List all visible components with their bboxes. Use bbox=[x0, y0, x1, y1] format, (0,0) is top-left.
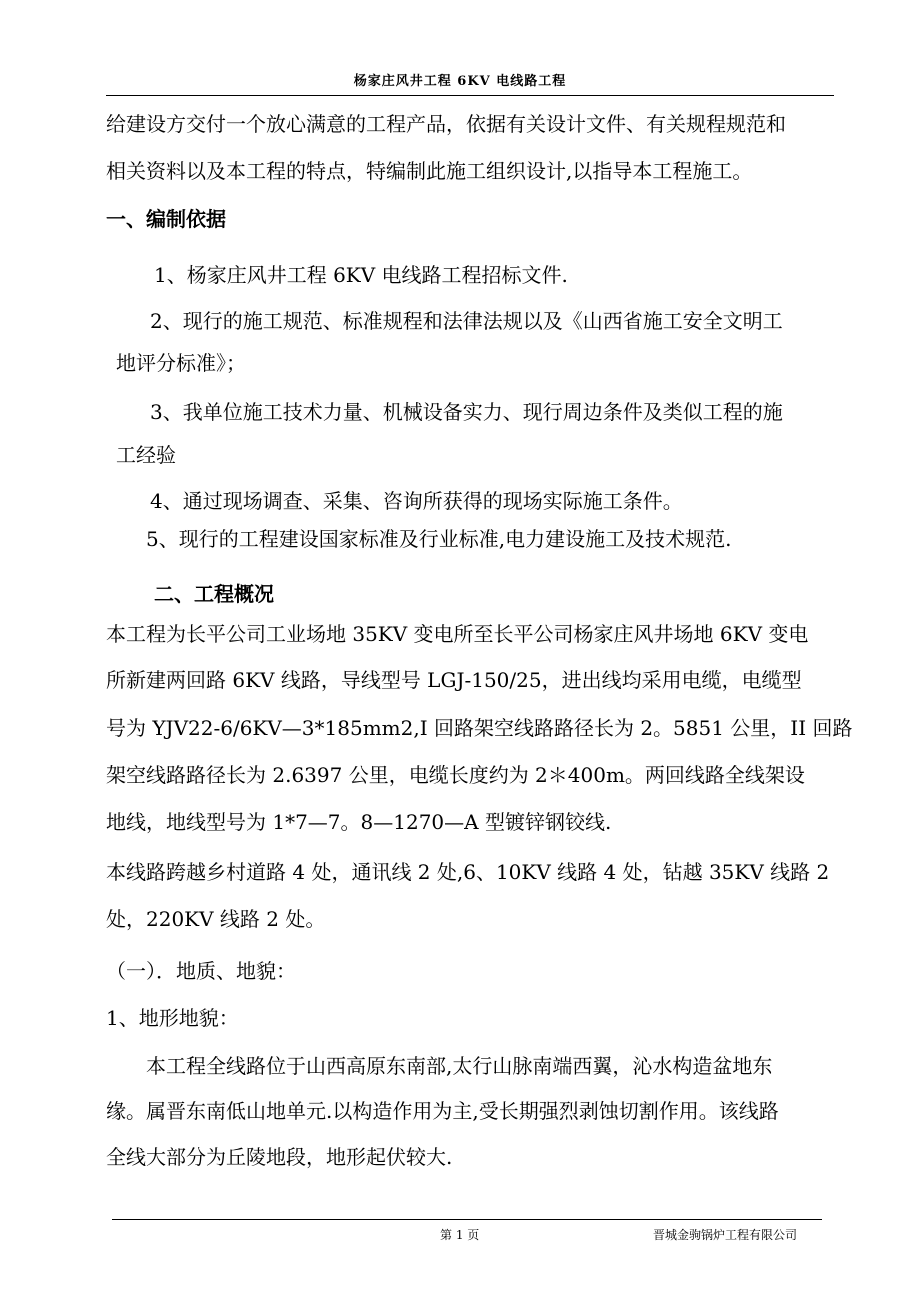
overview-line: 架空线路路径长为 2.6397 公里，电缆长度约为 2＊400m。两回线路全线架设 bbox=[106, 763, 805, 787]
basis-item: 2、现行的施工规范、标准规程和法律法规以及《山西省施工安全文明工 bbox=[150, 309, 783, 333]
section-heading-overview: 二、工程概况 bbox=[154, 582, 274, 606]
crossing-line: 本线路跨越乡村道路 4 处，通讯线 2 处,6、10KV 线路 4 处，钻越 35KV 线路 2 bbox=[106, 860, 830, 884]
subsection-item-terrain: 1、地形地貌： bbox=[106, 1006, 239, 1030]
subsection-heading-geology: （一）．地质、地貌： bbox=[106, 959, 296, 983]
header-divider bbox=[106, 95, 834, 96]
basis-item: 5、现行的工程建设国家标准及行业标准,电力建设施工及技术规范. bbox=[146, 527, 732, 551]
page-number: 第 1 页 bbox=[440, 1228, 480, 1242]
page-header-title: 杨家庄风井工程 6KV 电线路工程 bbox=[353, 74, 567, 89]
section-heading-basis: 一、编制依据 bbox=[106, 207, 226, 231]
overview-line: 地线，地线型号为 1*7—7。8—1270—A 型镀锌钢铰线. bbox=[106, 810, 612, 834]
footer-company-name: 晋城金驹锅炉工程有限公司 bbox=[653, 1228, 798, 1242]
overview-line: 号为 YJV22-6/6KV—3*185mm2,I 回路架空线路路径长为 2。5851 公里，II 回路 bbox=[106, 716, 853, 740]
overview-line: 所新建两回路 6KV 线路，导线型号 LGJ-150/25，进出线均采用电缆，电缆型 bbox=[106, 668, 802, 692]
basis-item-continuation: 工经验 bbox=[116, 443, 176, 467]
footer-divider bbox=[112, 1219, 822, 1220]
terrain-line: 缘。属晋东南低山地单元.以构造作用为主,受长期强烈剥蚀切割作用。该线路 bbox=[106, 1099, 779, 1123]
intro-line: 给建设方交付一个放心满意的工程产品，依据有关设计文件、有关规程规范和 bbox=[106, 112, 786, 136]
basis-item: 3、我单位施工技术力量、机械设备实力、现行周边条件及类似工程的施 bbox=[150, 400, 783, 424]
terrain-line: 全线大部分为丘陵地段，地形起伏较大. bbox=[106, 1145, 453, 1169]
basis-item: 4、通过现场调查、采集、咨询所获得的现场实际施工条件。 bbox=[150, 489, 683, 513]
intro-line: 相关资料以及本工程的特点，特编制此施工组织设计,以指导本工程施工。 bbox=[106, 159, 753, 183]
overview-line: 本工程为长平公司工业场地 35KV 变电所至长平公司杨家庄风井场地 6KV 变电 bbox=[106, 622, 809, 646]
basis-item: 1、杨家庄风井工程 6KV 电线路工程招标文件. bbox=[154, 263, 568, 287]
terrain-line: 本工程全线路位于山西高原东南部,太行山脉南端西翼，沁水构造盆地东 bbox=[146, 1054, 773, 1078]
crossing-line: 处，220KV 线路 2 处。 bbox=[106, 907, 326, 931]
basis-item-continuation: 地评分标准》； bbox=[116, 351, 246, 375]
